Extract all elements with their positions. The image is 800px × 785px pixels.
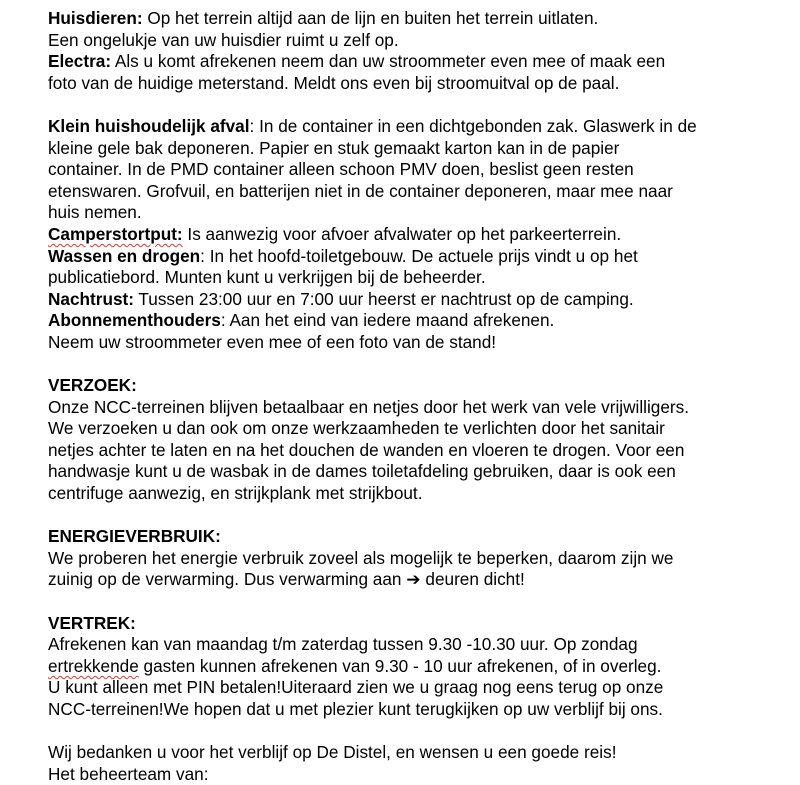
nachtrust-text: Tussen 23:00 uur en 7:00 uur heerst er nachtrust op de camping. <box>133 288 634 309</box>
nachtrust-label: Nachtrust: <box>48 288 134 309</box>
afval-label: Klein huishoudelijk afval <box>48 115 250 136</box>
afval-line-3: container. In de PMD container alleen schoon PMV doen, beslist geen resten <box>48 159 634 180</box>
camperstortput-line <box>48 224 793 246</box>
afval-line-5: huis nemen. <box>48 202 142 223</box>
afval-text: : In de container in een dichtgebonden zak. Glaswerk in de <box>249 115 697 136</box>
spacer <box>48 721 793 743</box>
camperstortput-text: Is aanwezig voor afvoer afvalwater op het parkeerterrein. <box>182 223 622 244</box>
spacer <box>48 505 793 527</box>
wassen-label: Wassen en drogen <box>48 245 201 266</box>
energie-line-2: zuinig op de verwarming. Dus verwarming aan ➔ deuren dicht! <box>48 569 525 590</box>
vertrek-line-1: Afrekenen kan van maandag t/m zaterdag tussen 9.30 -10.30 uur. Op zondag <box>48 634 638 655</box>
verzoek-line-2: We verzoeken u dan ook om onze werkzaamheden te verlichten door het sanitair <box>48 418 665 439</box>
energie-line-1: We proberen het energie verbruik zoveel als mogelijk te beperken, daarom zijn we <box>48 547 674 568</box>
nachtrust-line <box>48 289 793 311</box>
afsluiting-line-2: Het beheerteam van: <box>48 763 209 784</box>
verzoek-line-5: centrifuge aanwezig, en strijkplank met strijkbout. <box>48 483 423 504</box>
verzoek-heading: VERZOEK: <box>48 375 137 396</box>
spacer <box>48 591 793 613</box>
abonnement-line-2: Neem uw stroommeter even mee of een foto van de stand! <box>48 331 497 352</box>
document-page <box>48 8 793 785</box>
energie-heading: ENERGIEVERBRUIK: <box>48 526 221 547</box>
afval-line-4: etenswaren. Grofvuil, en batterijen niet in de container deponeren, maar mee naar <box>48 180 673 201</box>
afval-line-1 <box>48 116 793 138</box>
abonnement-label: Abonnementhouders <box>48 310 221 331</box>
huisdieren-label: Huisdieren: <box>48 8 143 28</box>
abonnement-text: : Aan het eind van iedere maand afrekenen. <box>220 310 555 331</box>
electra-line-2: foto van de huidige meterstand. Meldt ons even bij stroomuitval op de paal. <box>48 72 620 93</box>
electra-text: Als u komt afrekenen neem dan uw stroommeter even mee of maak een <box>111 51 666 72</box>
vertrek-line-3: U kunt alleen met PIN betalen!Uiteraard zien we u graag nog eens terug op onze <box>48 677 664 698</box>
verzoek-line-1: Onze NCC-terreinen blijven betaalbaar en netjes door het werk van vele vrijwilligers. <box>48 396 690 417</box>
misspelled-word: ertrekkende <box>48 655 139 676</box>
electra-label: Electra: <box>48 51 112 72</box>
electra-line-1 <box>48 51 793 73</box>
huisdieren-line-2: Een ongelukje van uw huisdier ruimt u zelf op. <box>48 29 399 50</box>
verzoek-line-3: netjes achter te laten en na het douchen de wanden en vloeren te drogen. Voor een <box>48 439 685 460</box>
wassen-text: : In het hoofd-toiletgebouw. De actuele prijs vindt u op het <box>200 245 638 266</box>
huisdieren-text: Op het terrein altijd aan de lijn en buiten het terrein uitlaten. <box>142 8 599 28</box>
spacer <box>48 94 793 116</box>
wassen-line-2: publicatiebord. Munten kunt u verkrijgen bij de beheerder. <box>48 267 486 288</box>
verzoek-line-4: handwasje kunt u de wasbak in de dames toiletafdeling gebruiken, daar is ook een <box>48 461 676 482</box>
huisdieren-line-1 <box>48 8 793 30</box>
vertrek-line-4: NCC-terreinen!We hopen dat u met plezier kunt terugkijken op uw verblijf bij ons. <box>48 699 663 719</box>
vertrek-line-2-text: gasten kunnen afrekenen van 9.30 - 10 uur afrekenen, of in overleg. <box>138 655 662 676</box>
vertrek-line-2 <box>48 656 793 678</box>
abonnement-line-1 <box>48 310 793 332</box>
camperstortput-label: Camperstortput: <box>48 223 183 244</box>
afsluiting-line-1: Wij bedanken u voor het verblijf op De Distel, en wensen u een goede reis! <box>48 742 617 763</box>
wassen-line-1 <box>48 246 793 268</box>
vertrek-heading: VERTREK: <box>48 612 136 633</box>
spacer <box>48 354 793 376</box>
afval-line-2: kleine gele bak deponeren. Papier en stuk gemaakt karton kan in de papier <box>48 137 620 158</box>
